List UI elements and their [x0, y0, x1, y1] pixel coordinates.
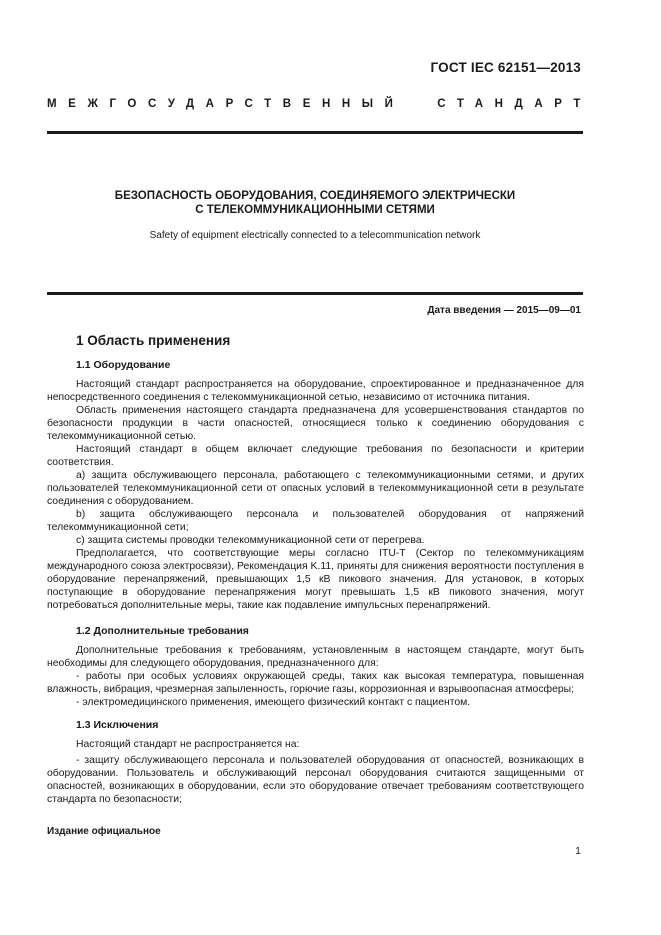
title-divider [47, 292, 583, 295]
list-item: - защиту обслуживающего персонала и пользователей оборудования от опасностей, возникающих в оборудовании. Пользователь и обслуживающий персонал оборудования считаются защищенными от опасностей, возникающих в оборудовании, если это оборудование отвечает требованиям соответствующего стандарта по безопасности; [47, 755, 584, 805]
paragraph: Область применения настоящего стандарта предназначена для усовершенствования стандартов по безопасности продукции в части опасностей, относящиеся только к соединению оборудования с телекоммуникационной сетью. [47, 405, 584, 442]
standard-code: ГОСТ IEC 62151—2013 [430, 60, 581, 75]
interstate-standard-banner [47, 98, 592, 116]
list-item: b) защита обслуживающего персонала и пользователей оборудования от напряжений телекоммуникационной сети; [47, 509, 584, 533]
section-heading: 1 Область применения [76, 333, 231, 348]
list-item: с) защита системы проводки телекоммуникационной сети от перегрева. [76, 535, 425, 546]
subsection-heading: 1.2 Дополнительные требования [76, 625, 249, 637]
paragraph: Предполагается, что соответствующие меры согласно ITU-T (Сектор по телекоммуникациям международного союза электросвязи), Рекомендация K.11, приняты для снижения вероятности поступления в оборудование перенапряжений, превышающих 1,5 кВ пикового значения. Для установок, в которых поступающие в оборудование перенапряжения могут превышать 1,5 кВ пикового значения, могут потребоваться дополнительные меры, такие как подавление импульсных перенапряжений. [47, 548, 584, 611]
interstate-word: МЕЖГОСУДАРСТВЕННЫЙ [47, 98, 405, 110]
introduction-date: Дата введения — 2015—09—01 [427, 305, 581, 316]
page-number: 1 [575, 845, 581, 857]
title-line-1: БЕЗОПАСНОСТЬ ОБОРУДОВАНИЯ, СОЕДИНЯЕМОГО ЭЛЕКТРИЧЕСКИ [114, 190, 516, 202]
subsection-heading: 1.3 Исключения [76, 719, 159, 731]
paragraph: Дополнительные требования к требованиям, установленным в настоящем стандарте, могут быть необходимы для следующего оборудования, предназначенного для: [47, 645, 584, 669]
title-line-2: С ТЕЛЕКОММУНИКАЦИОННЫМИ СЕТЯМИ [195, 204, 435, 216]
paragraph: Настоящий стандарт распространяется на оборудование, спроектированное и предназначенное для непосредственного соединения с телекоммуникационной сетью, независимо от источника питания. [47, 379, 584, 403]
subsection-heading: 1.1 Оборудование [76, 359, 171, 371]
document-title [47, 189, 583, 217]
official-edition-label: Издание официальное [47, 826, 161, 837]
list-item: - работы при особых условиях окружающей среды, таких как высокая температура, повышенная влажность, вибрация, чрезмерная запыленность, горючие газы, коррозионная и взрывоопасная атмосферы; [47, 671, 584, 695]
paragraph: Настоящий стандарт не распространяется на: [76, 739, 300, 750]
top-divider [47, 131, 583, 134]
list-item: - электромедицинского применения, имеющего физический контакт с пациентом. [76, 697, 471, 708]
paragraph: Настоящий стандарт в общем включает следующие требования по безопасности и критерии соответствия. [47, 444, 584, 468]
standard-word: СТАНДАРТ [437, 98, 592, 110]
english-title: Safety of equipment electrically connected to a telecommunication network [149, 230, 481, 241]
list-item: а) защита обслуживающего персонала, работающего с телекоммуникационными сетями, и других пользователей телекоммуникационной сети от опасных условий в телекоммуникационной сети в результате соединения с оборудованием. [47, 470, 584, 507]
